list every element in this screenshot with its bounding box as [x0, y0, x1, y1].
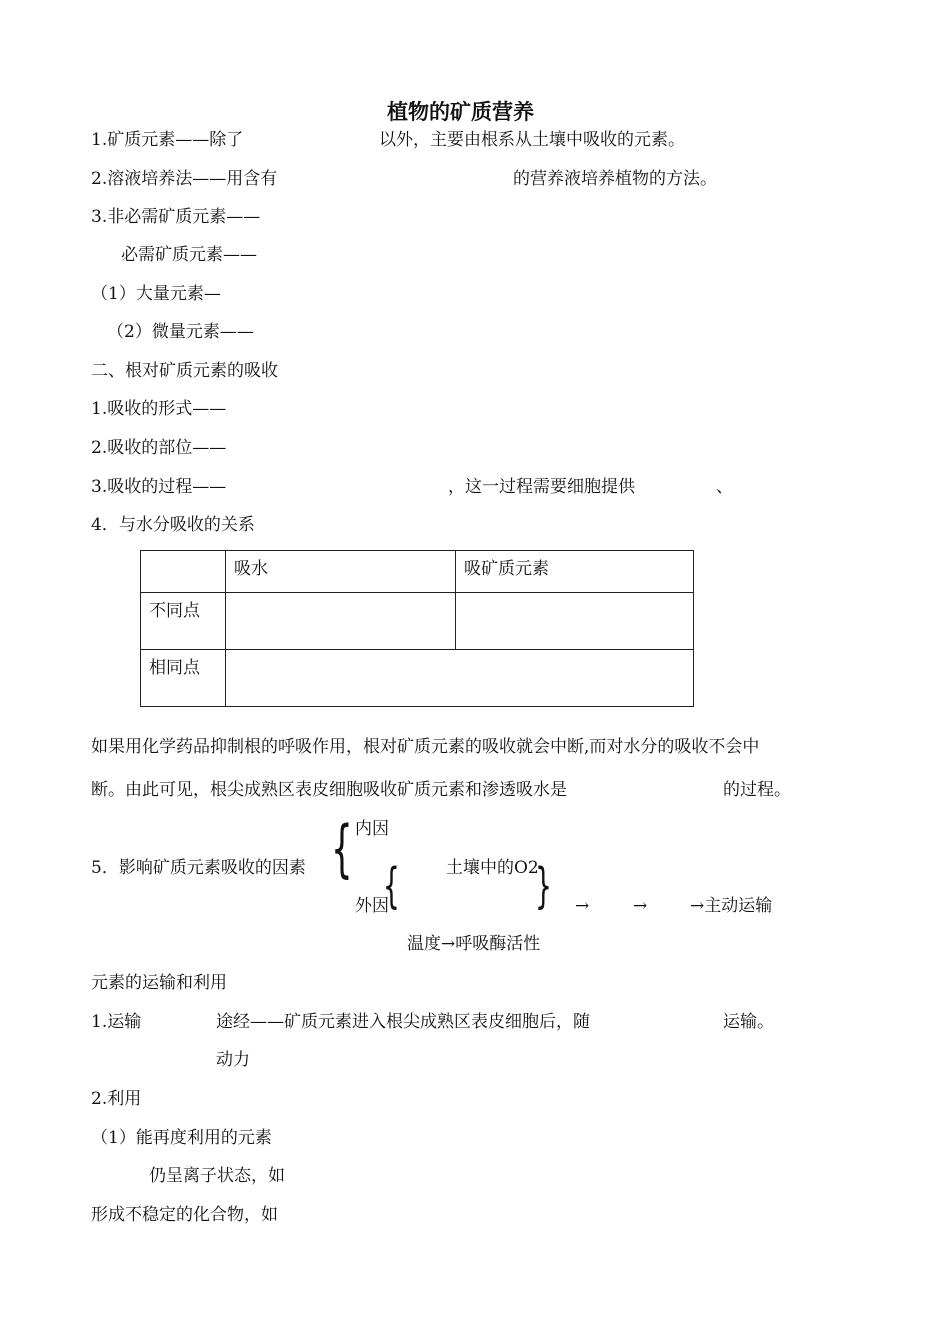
- unstable-compound-line: 形成不稳定的化合物，如: [91, 1205, 278, 1225]
- transport-driving-force: 动力: [216, 1050, 250, 1070]
- water-relation-heading: 4．与水分吸收的关系: [91, 515, 255, 535]
- paragraph-line-2-end: 的过程。: [723, 780, 791, 800]
- closing-brace: }: [535, 858, 552, 914]
- absorption-form: 1.吸收的形式——: [91, 399, 227, 419]
- table-cell: [456, 593, 694, 650]
- paragraph-line-1: 如果用化学药品抑制根的呼吸作用，根对矿质元素的吸收就会中断,而对水分的吸收不会中: [91, 737, 760, 757]
- factor-soil-oxygen: 土壤中的O2: [446, 858, 539, 878]
- page-title: 植物的矿质营养: [387, 100, 534, 124]
- absorption-process: 3.吸收的过程——: [91, 477, 227, 497]
- utilization-heading: 2.利用: [91, 1089, 142, 1109]
- table-corner-cell: [141, 551, 226, 593]
- table-header-cell: [226, 551, 456, 593]
- table-cell: [226, 650, 694, 707]
- absorption-process-mid: ，这一过程需要细胞提供: [448, 477, 635, 497]
- section-heading-transport: 元素的运输和利用: [91, 973, 227, 993]
- table-row-label-similarities: 相同点: [149, 658, 200, 678]
- flow-arrow-active-transport: →主动运输: [690, 896, 773, 916]
- flow-arrow-1: →: [575, 896, 590, 916]
- outer-brace: {: [331, 812, 353, 885]
- factor-temperature: 温度→呼吸酶活性: [407, 934, 541, 954]
- table-header-water: 吸水: [234, 559, 268, 579]
- transport-route-end: 运输。: [723, 1012, 774, 1032]
- section-heading-absorption: 二、根对矿质元素的吸收: [91, 361, 278, 381]
- absorption-site: 2.吸收的部位——: [91, 438, 227, 458]
- item-3-macro: （1）大量元素—: [91, 284, 221, 304]
- item-3-text: 3.非必需矿质元素——: [91, 207, 261, 227]
- flow-arrow-2: →: [633, 896, 648, 916]
- factor-external: 外因: [355, 896, 389, 916]
- table-header-minerals: 吸矿质元素: [464, 559, 549, 579]
- item-1-text: 1.矿质元素——除了: [91, 130, 244, 150]
- table-header-cell: [456, 551, 694, 593]
- transport-route: 途经——矿质元素进入根尖成熟区表皮细胞后，随: [216, 1012, 590, 1032]
- paragraph-line-2: 断。由此可见，根尖成熟区表皮细胞吸收矿质元素和渗透吸水是: [91, 780, 567, 800]
- table-row-label-cell: [141, 650, 226, 707]
- item-3-micro: （2）微量元素——: [107, 322, 254, 342]
- comparison-table: [140, 550, 694, 707]
- factors-heading: 5．影响矿质元素吸收的因素: [91, 858, 306, 878]
- absorption-process-end: 、: [716, 477, 733, 497]
- item-3-essential: 必需矿质元素——: [121, 245, 257, 265]
- table-row-label-differences: 不同点: [149, 601, 200, 621]
- item-2-text-end: 的营养液培养植物的方法。: [513, 169, 717, 189]
- item-1-text-end: 以外，主要由根系从土壤中吸收的元素。: [379, 130, 685, 150]
- ionic-state-line: 仍呈离子状态，如: [149, 1166, 285, 1186]
- inner-brace: {: [383, 858, 400, 914]
- factor-internal: 内因: [355, 819, 389, 839]
- table-row-label-cell: [141, 593, 226, 650]
- table-cell: [226, 593, 456, 650]
- reusable-elements: （1）能再度利用的元素: [91, 1128, 272, 1148]
- item-2-text: 2.溶液培养法——用含有: [91, 169, 278, 189]
- transport-label: 1.运输: [91, 1012, 142, 1032]
